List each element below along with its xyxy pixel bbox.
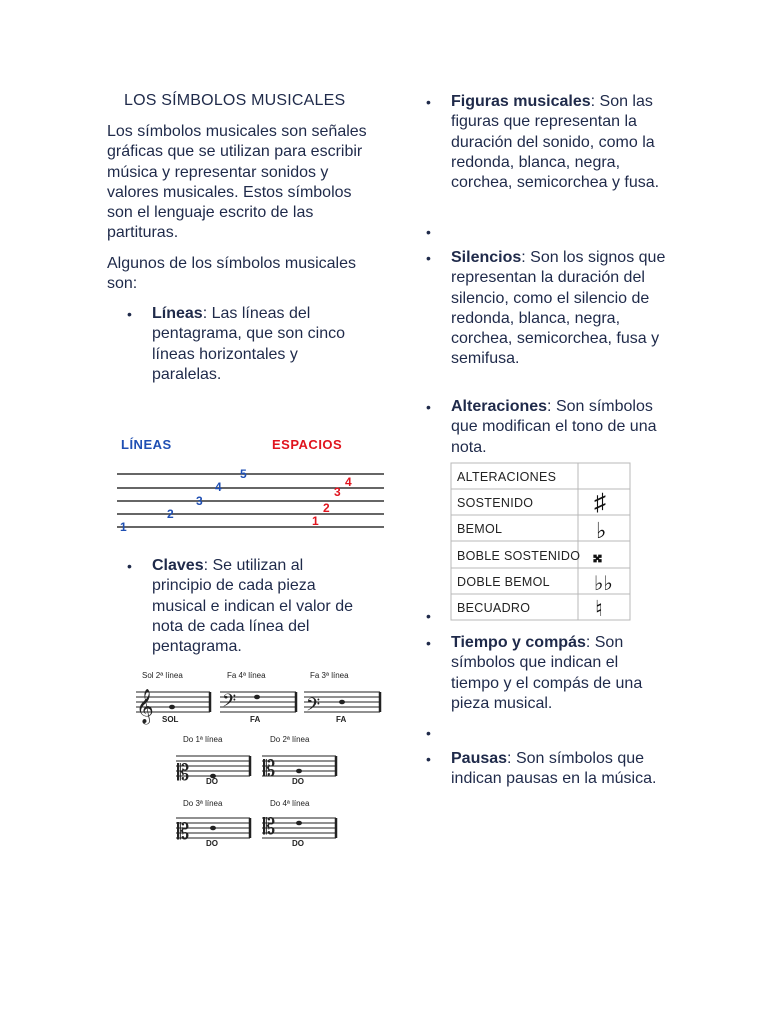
bass-clef-icon: 𝄢: [306, 694, 321, 719]
line-number-3: 3: [196, 494, 203, 508]
bullet: •: [426, 635, 431, 651]
clef-note-do4: DO: [292, 839, 304, 848]
term-figuras: Figuras musicales: [451, 93, 591, 110]
label-espacios: ESPACIOS: [272, 437, 343, 452]
table-row-doble-bemol: DOBLE BEMOL: [457, 575, 550, 589]
desc-silencios: : Son los signos que representan la duración del silencio, como el silencio de redonda, blanca, negra, corchea, semicorchea, fusa y semifusa.: [451, 249, 666, 368]
bullet: •: [426, 399, 431, 415]
term-pausas: Pausas: [451, 750, 508, 767]
bullet: •: [426, 751, 431, 767]
page-title: LOS SÍMBOLOS MUSICALES: [124, 92, 346, 109]
clef-note-sol: SOL: [162, 715, 179, 724]
alto-clef-icon: 𝄡: [263, 814, 276, 839]
term-tiempo: Tiempo y compás: [451, 634, 586, 651]
clef-caption-do1: Do 1ª línea: [183, 735, 223, 744]
bullet: •: [127, 558, 132, 574]
double-flat-icon: ♭♭: [594, 573, 613, 595]
clef-caption-fa4: Fa 4ª línea: [227, 671, 266, 680]
bullet: •: [426, 725, 431, 741]
table-row-bemol: BEMOL: [457, 522, 503, 536]
flat-icon: ♭: [596, 518, 607, 543]
clef-note-do3: DO: [206, 839, 218, 848]
note-head: [210, 826, 216, 831]
line-number-2: 2: [167, 507, 174, 521]
natural-icon: ♮: [595, 596, 603, 621]
clef-note-do2: DO: [292, 777, 304, 786]
staff-lines-spaces-figure: [112, 428, 390, 538]
note-head: [254, 695, 260, 700]
note-head: [296, 769, 302, 774]
term-alteraciones: Alteraciones: [451, 398, 548, 415]
clef-note-do1: DO: [206, 777, 218, 786]
bullet: •: [426, 94, 431, 110]
table-row-doble-sostenido: BOBLE SOSTENIDO: [457, 549, 581, 563]
line-number-4: 4: [215, 480, 222, 494]
label-lineas: LÍNEAS: [121, 437, 172, 452]
desc-claves: : Se utilizan al principio de cada pieza musical e indican el valor de nota de cada línea del pentagrama.: [152, 557, 353, 656]
space-number-3: 3: [334, 485, 341, 499]
table-row-sostenido: SOSTENIDO: [457, 496, 534, 510]
alto-clef-icon: 𝄡: [177, 760, 190, 785]
treble-clef-icon: 𝄞: [136, 690, 154, 723]
term-silencios: Silencios: [451, 249, 522, 266]
note-head: [339, 700, 345, 705]
clef-caption-do4: Do 4ª línea: [270, 799, 310, 808]
sharp-icon: ♯: [594, 489, 606, 516]
alto-clef-icon: 𝄡: [263, 756, 276, 781]
clef-note-fa3: FA: [336, 715, 347, 724]
bullet: •: [426, 608, 431, 624]
desc-tiempo: : Son símbolos que indican el tiempo y el compás de una pieza musical.: [451, 634, 643, 712]
line-number-1: 1: [120, 520, 127, 534]
desc-pausas: : Son símbolos que indican pausas en la música.: [451, 750, 657, 788]
desc-figuras: : Son las figuras que representan la duración del sonido, como la redonda, blanca, negra, corchea, semicorchea y fusa.: [451, 93, 660, 192]
alto-clef-icon: 𝄡: [177, 819, 190, 844]
intro-paragraph: Los símbolos musicales son señales gráficas que se utilizan para escribir música y representar sonidos y valores musicales. Estos símbolos son el lenguaje escrito de las partituras.: [107, 123, 367, 242]
term-claves: Claves: [152, 557, 204, 574]
bullet: •: [426, 224, 431, 240]
line-number-5: 5: [240, 467, 247, 481]
bullet: •: [127, 306, 132, 322]
clef-caption-fa3: Fa 3ª línea: [310, 671, 349, 680]
note-head: [169, 705, 175, 710]
double-sharp-icon: 𝄪: [593, 545, 602, 567]
note-head: [296, 821, 302, 826]
bullet: •: [426, 250, 431, 266]
table-row-becuadro: BECUADRO: [457, 601, 531, 615]
clef-caption-do3: Do 3ª línea: [183, 799, 223, 808]
term-lineas: Líneas: [152, 305, 203, 322]
alteraciones-table: [450, 462, 634, 622]
space-number-4: 4: [345, 475, 352, 489]
space-number-1: 1: [312, 514, 319, 528]
desc-alteraciones: : Son símbolos que modifican el tono de una nota.: [451, 398, 657, 456]
intro-paragraph-2: Algunos de los símbolos musicales son:: [107, 255, 357, 293]
clefs-figure: [130, 664, 386, 854]
clef-note-fa4: FA: [250, 715, 261, 724]
clef-caption-sol2: Sol 2ª línea: [142, 671, 183, 680]
table-row-header: ALTERACIONES: [457, 470, 557, 484]
clef-caption-do2: Do 2ª línea: [270, 735, 310, 744]
space-number-2: 2: [323, 501, 330, 515]
bass-clef-icon: 𝄢: [222, 690, 237, 715]
desc-lineas: : Las líneas del pentagrama, que son cinco líneas horizontales y paralelas.: [152, 305, 346, 383]
